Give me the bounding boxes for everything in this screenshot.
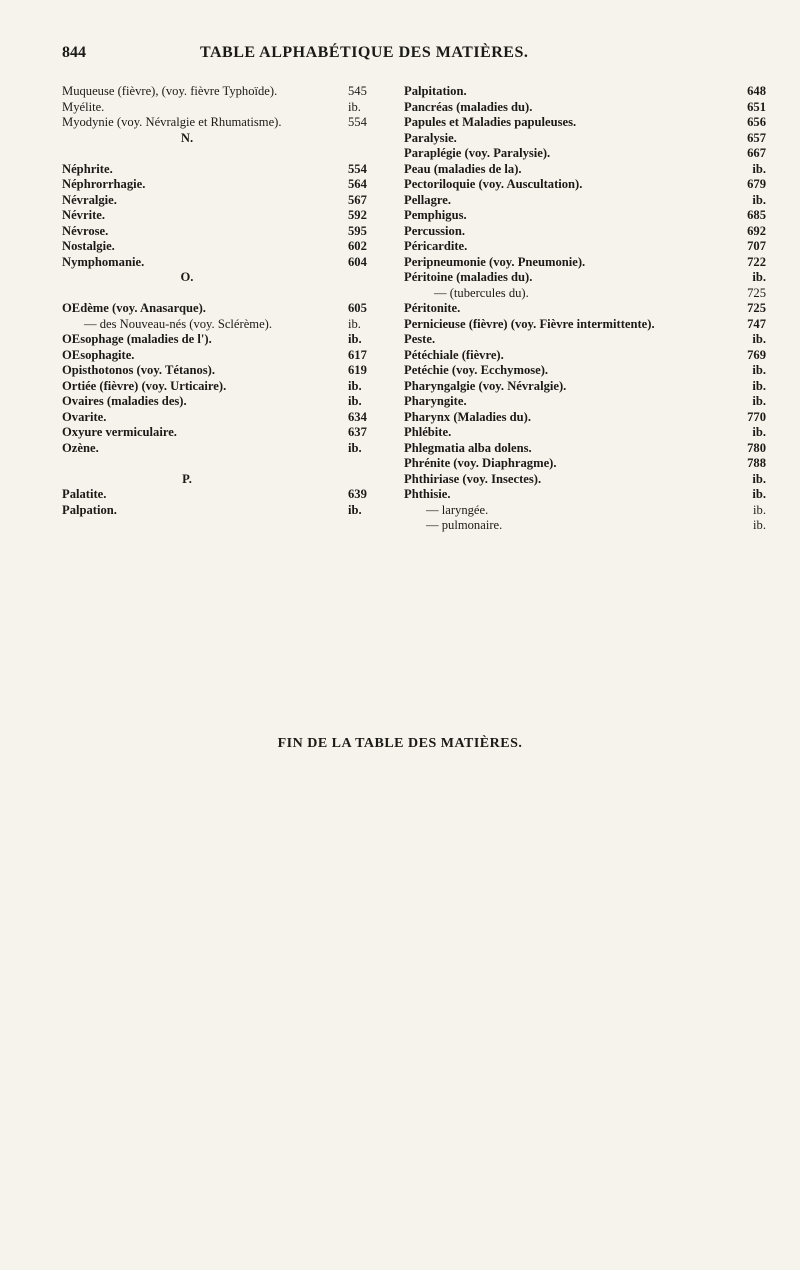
index-entry: [404, 208, 766, 224]
index-entry: [404, 177, 766, 193]
entry-page-ref: ib.: [348, 332, 362, 346]
index-entry: [404, 131, 766, 147]
index-entry: [62, 332, 390, 348]
entry-label: Phrénite (voy. Diaphragme).: [404, 456, 557, 470]
entry-page-ref: 564: [348, 177, 367, 191]
entry-label: Pectoriloquie (voy. Auscultation).: [404, 177, 583, 191]
index-entry: [404, 425, 766, 441]
index-entry: [404, 379, 766, 395]
index-entry: [62, 84, 390, 100]
entry-label: — (tubercules du).: [434, 285, 529, 300]
entry-page-ref: 595: [348, 223, 367, 238]
entry-label: Peau (maladies de la).: [404, 161, 522, 176]
index-entry: [404, 162, 766, 178]
spacer: [62, 456, 390, 472]
entry-label: OEsophage (maladies de l').: [62, 332, 212, 346]
entry-page-ref: 639: [348, 487, 367, 501]
entry-page-ref: ib.: [752, 394, 766, 408]
index-entry: [62, 177, 390, 193]
entry-page-ref: 685: [747, 208, 766, 222]
entry-page-ref: 707: [747, 239, 766, 253]
entry-page-ref: ib.: [752, 270, 766, 284]
entry-page-ref: 602: [348, 239, 367, 253]
entry-page-ref: 722: [747, 254, 766, 269]
index-entry: [62, 441, 390, 457]
entry-label: Péritonite.: [404, 301, 461, 315]
entry-label: — laryngée.: [426, 502, 489, 517]
entry-label: Papules et Maladies papuleuses.: [404, 115, 577, 129]
entry-label: Pharyngalgie (voy. Névralgie).: [404, 378, 567, 393]
entry-label: Myélite.: [62, 99, 105, 114]
index-entry: [62, 239, 390, 255]
index-entry: [62, 301, 390, 317]
entry-label: Phthiriase (voy. Insectes).: [404, 471, 542, 486]
entry-label: Pancréas (maladies du).: [404, 99, 533, 114]
entry-page-ref: 770: [747, 409, 766, 424]
entry-label: Peripneumonie (voy. Pneumonie).: [404, 254, 586, 269]
index-entry: [404, 332, 766, 348]
index-entry: [62, 115, 390, 131]
entry-page-ref: ib.: [752, 363, 766, 377]
entry-label: Percussion.: [404, 223, 465, 238]
index-entry: [62, 379, 390, 395]
index-entry: [404, 193, 766, 209]
index-entry: [404, 348, 766, 364]
entry-label: Péricardite.: [404, 239, 468, 253]
spacer: [62, 286, 390, 302]
index-entry: [62, 503, 390, 519]
index-entry: [404, 224, 766, 240]
entry-label: Pharyngite.: [404, 394, 467, 408]
index-entry: [404, 317, 766, 333]
entry-label: Palatite.: [62, 487, 107, 501]
entry-page-ref: 554: [348, 115, 367, 129]
section-letter: [62, 270, 390, 286]
entry-label: Oxyure vermiculaire.: [62, 425, 177, 439]
entry-label: Néphrorrhagie.: [62, 177, 146, 191]
entry-page-ref: 648: [747, 84, 766, 98]
index-entry: [62, 425, 390, 441]
index-entry: [62, 193, 390, 209]
section-letter: [62, 472, 390, 488]
entry-page-ref: 567: [348, 192, 367, 207]
entry-page-ref: 667: [747, 146, 766, 160]
index-entry: [62, 348, 390, 364]
entry-label: Paralysie.: [404, 130, 457, 145]
index-entry: [404, 146, 766, 162]
entry-page-ref: ib.: [752, 471, 766, 486]
entry-page-ref: ib.: [752, 425, 766, 439]
entry-label: Pétéchiale (fièvre).: [404, 347, 504, 362]
entry-label: Opisthotonos (voy. Tétanos).: [62, 363, 216, 377]
index-entry: [62, 224, 390, 240]
entry-page-ref: ib.: [752, 192, 766, 207]
entry-label: Muqueuse (fièvre), (voy. fièvre Typhoïde).: [62, 84, 278, 98]
entry-page-ref: 651: [747, 99, 766, 114]
entry-page-ref: 619: [348, 363, 367, 377]
entry-page-ref: 604: [348, 254, 367, 269]
index-entry: [404, 472, 766, 488]
entry-label: OEdème (voy. Anasarque).: [62, 301, 206, 315]
entry-page-ref: 637: [348, 425, 367, 439]
entry-label: Ovarite.: [62, 409, 107, 424]
entry-page-ref: 747: [747, 316, 766, 331]
entry-label: Pellagre.: [404, 192, 451, 207]
index-entry: [404, 518, 766, 534]
entry-label: Péritoine (maladies du).: [404, 270, 533, 284]
entry-page-ref: 617: [348, 347, 367, 362]
entry-label: Pernicieuse (fièvre) (voy. Fièvre intermittente).: [404, 316, 655, 331]
entry-label: Ortiée (fièvre) (voy. Urticaire).: [62, 378, 227, 393]
running-title: TABLE ALPHABÉTIQUE DES MATIÈRES.: [200, 44, 529, 61]
entry-page-ref: ib.: [752, 161, 766, 176]
end-note: FIN DE LA TABLE DES MATIÈRES.: [277, 736, 523, 751]
entry-page-ref: 725: [747, 285, 766, 300]
entry-label: — des Nouveau-nés (voy. Sclérème).: [84, 316, 273, 331]
entry-label: Phthisie.: [404, 487, 451, 501]
index-entry: [404, 441, 766, 457]
entry-label: Myodynie (voy. Névralgie et Rhumatisme).: [62, 115, 282, 129]
index-entry: [404, 456, 766, 472]
index-entry: [404, 503, 766, 519]
section-letter-label: N.: [180, 130, 194, 145]
entry-label: Névrite.: [62, 208, 106, 222]
entry-page-ref: ib.: [348, 99, 361, 114]
index-column-left: [62, 84, 390, 518]
entry-label: Ozène.: [62, 440, 99, 455]
entry-label: — pulmonaire.: [426, 518, 503, 532]
entry-label: Phlébite.: [404, 425, 452, 439]
entry-page-ref: 679: [747, 177, 766, 191]
index-entry: [404, 363, 766, 379]
entry-label: Palpitation.: [404, 84, 467, 98]
entry-label: Palpation.: [62, 502, 117, 517]
entry-label: Nostalgie.: [62, 239, 115, 253]
entry-page-ref: 657: [747, 130, 766, 145]
index-entry: [62, 162, 390, 178]
index-entry: [404, 84, 766, 100]
index-entry: [62, 208, 390, 224]
index-entry: [62, 487, 390, 503]
section-letter-label: P.: [182, 471, 192, 486]
index-entry: [62, 317, 390, 333]
entry-page-ref: 656: [747, 115, 766, 129]
entry-label: Ovaires (maladies des).: [62, 394, 187, 408]
index-entry: [62, 410, 390, 426]
entry-page-ref: 554: [348, 161, 367, 176]
section-letter-label: O.: [180, 270, 194, 284]
index-entry: [404, 115, 766, 131]
entry-page-ref: 788: [747, 456, 766, 470]
index-entry: [404, 301, 766, 317]
spacer: [62, 146, 390, 162]
entry-page-ref: 769: [747, 347, 766, 362]
index-entry: [62, 363, 390, 379]
entry-label: Néphrite.: [62, 161, 113, 176]
entry-page-ref: ib.: [752, 378, 766, 393]
entry-label: Névralgie.: [62, 192, 117, 207]
entry-label: Petéchie (voy. Ecchymose).: [404, 363, 549, 377]
index-entry: [404, 394, 766, 410]
entry-page-ref: ib.: [348, 316, 361, 331]
index-entry: [62, 394, 390, 410]
entry-page-ref: ib.: [752, 332, 766, 346]
entry-label: Pemphigus.: [404, 208, 467, 222]
entry-label: Paraplégie (voy. Paralysie).: [404, 146, 551, 160]
index-entry: [404, 239, 766, 255]
index-entry: [404, 270, 766, 286]
entry-page-ref: ib.: [348, 502, 362, 517]
index-entry: [62, 255, 390, 271]
entry-page-ref: 780: [747, 440, 766, 455]
index-entry: [404, 286, 766, 302]
index-entry: [404, 100, 766, 116]
entry-page-ref: 634: [348, 409, 367, 424]
entry-label: OEsophagite.: [62, 347, 135, 362]
entry-page-ref: ib.: [348, 440, 362, 455]
index-entry: [404, 487, 766, 503]
section-letter: [62, 131, 390, 147]
entry-label: Peste.: [404, 332, 436, 346]
index-column-right: [404, 84, 766, 534]
entry-page-ref: ib.: [348, 378, 362, 393]
page-header: [62, 44, 762, 66]
entry-page-ref: 592: [348, 208, 367, 222]
index-entry: [404, 255, 766, 271]
entry-page-ref: ib.: [753, 518, 766, 532]
index-entry: [62, 100, 390, 116]
page-number: 844: [62, 44, 86, 61]
entry-label: Nymphomanie.: [62, 254, 145, 269]
index-entry: [404, 410, 766, 426]
entry-label: Pharynx (Maladies du).: [404, 409, 531, 424]
entry-page-ref: 605: [348, 301, 367, 315]
entry-page-ref: ib.: [348, 394, 362, 408]
entry-label: Névrose.: [62, 223, 109, 238]
entry-page-ref: ib.: [753, 502, 766, 517]
entry-page-ref: ib.: [752, 487, 766, 501]
entry-page-ref: 725: [747, 301, 766, 315]
entry-page-ref: 545: [348, 84, 367, 98]
entry-label: Phlegmatia alba dolens.: [404, 440, 532, 455]
entry-page-ref: 692: [747, 223, 766, 238]
